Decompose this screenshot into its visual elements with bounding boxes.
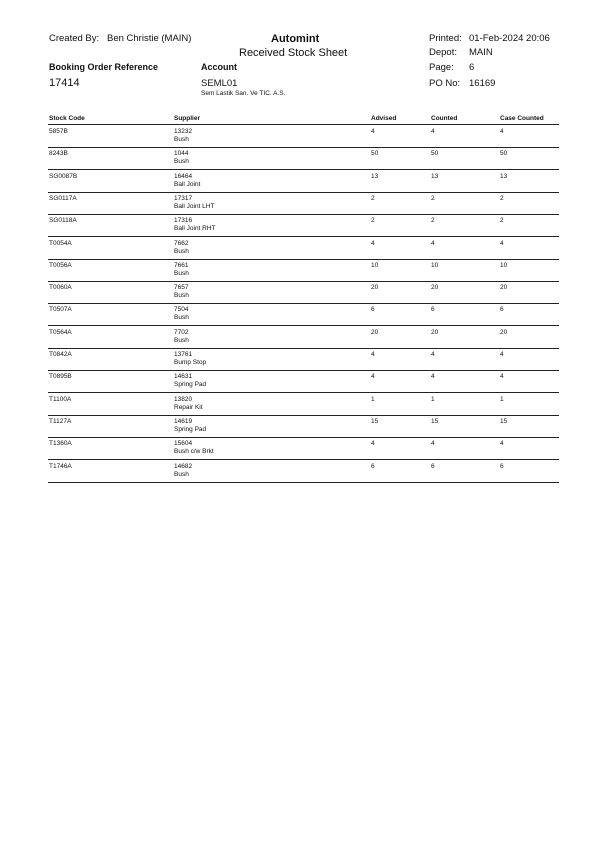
table-row xyxy=(0,238,595,260)
case-counted-cell: 6 xyxy=(500,462,504,470)
stock-code-cell: SG0117A xyxy=(49,194,77,202)
col-header-counted: Counted xyxy=(431,115,458,122)
advised-cell: 1 xyxy=(371,395,375,403)
table-row xyxy=(0,327,595,349)
account-label: Account xyxy=(201,62,237,72)
advised-cell: 50 xyxy=(371,150,379,158)
supplier-code-cell: 14619 xyxy=(174,417,193,425)
table-row xyxy=(0,193,595,215)
counted-cell: 4 xyxy=(431,351,435,358)
supplier-desc-cell: Bump Stop xyxy=(174,359,207,366)
created-by-value: Ben Christie (MAIN) xyxy=(107,33,192,44)
supplier-desc-cell: Ball Joint LHT xyxy=(174,202,215,210)
case-counted-cell: 50 xyxy=(500,150,508,158)
table-row xyxy=(0,171,595,193)
counted-cell: 20 xyxy=(431,284,439,292)
depot-value: MAIN xyxy=(469,47,493,58)
supplier-code-cell: 1044 xyxy=(174,150,189,158)
stock-code-cell: T1127A xyxy=(49,417,72,425)
supplier-desc-cell: Bush xyxy=(174,269,189,277)
stock-code-cell: T0056A xyxy=(49,261,72,269)
po-value: 16169 xyxy=(469,78,496,89)
counted-cell: 6 xyxy=(431,462,435,470)
case-counted-cell: 15 xyxy=(500,417,508,425)
counted-cell: 15 xyxy=(431,417,439,425)
case-counted-cell: 20 xyxy=(500,284,508,292)
col-header-stock-code: Stock Code xyxy=(49,115,85,122)
stock-code-cell: T1100A xyxy=(49,395,72,403)
case-counted-cell: 20 xyxy=(500,328,508,336)
case-counted-cell: 13 xyxy=(500,172,508,180)
advised-cell: 15 xyxy=(371,417,379,425)
counted-cell: 4 xyxy=(431,440,435,448)
stock-code-cell: T0507A xyxy=(49,306,72,314)
created-by-label: Created By: xyxy=(49,33,100,44)
table-row xyxy=(0,438,595,460)
counted-cell: 4 xyxy=(431,373,435,381)
advised-cell: 4 xyxy=(371,440,375,448)
supplier-desc-cell: Spring Pad xyxy=(174,425,207,433)
supplier-desc-cell: Bush xyxy=(174,336,189,344)
supplier-code-cell: 14682 xyxy=(174,462,193,470)
account-code: SEML01 xyxy=(201,78,238,89)
table-row xyxy=(0,461,595,483)
stock-code-cell: SG0118A xyxy=(49,217,77,225)
stock-code-cell: T0564A xyxy=(49,328,72,336)
row-divider xyxy=(48,482,559,483)
stock-code-cell: 5857B xyxy=(49,128,68,135)
stock-code-cell: T0060A xyxy=(49,284,72,292)
supplier-code-cell: 7662 xyxy=(174,239,189,247)
advised-cell: 2 xyxy=(371,217,375,225)
table-row xyxy=(0,349,595,371)
stock-code-cell: T1360A xyxy=(49,440,72,448)
supplier-desc-cell: Bush xyxy=(174,470,189,478)
company-name: Automint xyxy=(271,33,320,45)
table-row xyxy=(0,282,595,304)
table-row xyxy=(0,215,595,237)
stock-code-cell: SG0087B xyxy=(49,172,78,180)
supplier-code-cell: 7702 xyxy=(174,328,189,336)
counted-cell: 13 xyxy=(431,172,439,180)
supplier-desc-cell: Bush c/w Brkt xyxy=(174,448,214,456)
advised-cell: 13 xyxy=(371,172,379,180)
supplier-code-cell: 7504 xyxy=(174,306,189,314)
supplier-code-cell: 15604 xyxy=(174,440,193,448)
advised-cell: 4 xyxy=(371,351,375,358)
advised-cell: 6 xyxy=(371,462,375,470)
page-value: 6 xyxy=(469,62,475,73)
supplier-desc-cell: Bush xyxy=(174,158,189,166)
stock-code-cell: T0054A xyxy=(49,239,72,247)
supplier-desc-cell: Repair Kit xyxy=(174,403,203,411)
advised-cell: 4 xyxy=(371,373,375,381)
table-row xyxy=(0,371,595,393)
supplier-desc-cell: Ball Joint xyxy=(174,180,201,188)
table-row xyxy=(0,416,595,438)
col-header-case-counted: Case Counted xyxy=(500,115,544,122)
sheet-title: Received Stock Sheet xyxy=(239,47,348,59)
case-counted-cell: 4 xyxy=(500,373,504,381)
printed-value: 01-Feb-2024 20:06 xyxy=(469,33,550,44)
case-counted-cell: 4 xyxy=(500,128,504,135)
stock-code-cell: T0842A xyxy=(49,351,72,358)
supplier-code-cell: 14631 xyxy=(174,373,193,381)
table-row xyxy=(0,260,595,282)
table-row xyxy=(0,394,595,416)
account-name: Sem Lastik San. Ve TIC. A.S. xyxy=(201,90,286,97)
supplier-code-cell: 17317 xyxy=(174,194,193,202)
col-header-supplier: Supplier xyxy=(174,115,201,122)
booking-ref-label: Booking Order Reference xyxy=(49,62,159,72)
advised-cell: 4 xyxy=(371,128,375,135)
supplier-code-cell: 13232 xyxy=(174,128,193,135)
stock-code-cell: T1746A xyxy=(49,462,72,470)
supplier-desc-cell: Bush xyxy=(174,136,189,143)
counted-cell: 2 xyxy=(431,217,435,225)
supplier-code-cell: 7661 xyxy=(174,261,189,269)
supplier-desc-cell: Spring Pad xyxy=(174,381,207,389)
supplier-code-cell: 13761 xyxy=(174,351,193,358)
case-counted-cell: 1 xyxy=(500,395,504,403)
advised-cell: 20 xyxy=(371,284,379,292)
supplier-desc-cell: Bush xyxy=(174,247,189,255)
printed-label: Printed: xyxy=(429,33,462,44)
supplier-desc-cell: Bush xyxy=(174,292,189,300)
counted-cell: 10 xyxy=(431,261,439,269)
case-counted-cell: 6 xyxy=(500,306,504,314)
header-rule xyxy=(48,124,559,125)
counted-cell: 4 xyxy=(431,239,435,247)
page-label: Page: xyxy=(429,62,454,73)
case-counted-cell: 4 xyxy=(500,440,504,448)
col-header-advised: Advised xyxy=(371,115,397,122)
advised-cell: 2 xyxy=(371,194,375,202)
case-counted-cell: 4 xyxy=(500,351,504,358)
counted-cell: 1 xyxy=(431,395,435,403)
supplier-desc-cell: Ball Joint RHT xyxy=(174,225,216,233)
table-row xyxy=(0,148,595,170)
supplier-code-cell: 7657 xyxy=(174,284,189,292)
stock-code-cell: T0895B xyxy=(49,373,72,381)
counted-cell: 4 xyxy=(431,128,435,135)
case-counted-cell: 2 xyxy=(500,217,504,225)
counted-cell: 50 xyxy=(431,150,439,158)
counted-cell: 2 xyxy=(431,194,435,202)
supplier-desc-cell: Bush xyxy=(174,314,189,322)
supplier-code-cell: 16464 xyxy=(174,172,193,180)
advised-cell: 4 xyxy=(371,239,375,247)
supplier-code-cell: 13820 xyxy=(174,395,193,403)
counted-cell: 20 xyxy=(431,328,439,336)
case-counted-cell: 10 xyxy=(500,261,508,269)
advised-cell: 20 xyxy=(371,328,379,336)
counted-cell: 6 xyxy=(431,306,435,314)
po-label: PO No: xyxy=(429,78,461,89)
stock-code-cell: 8243B xyxy=(49,150,68,158)
advised-cell: 10 xyxy=(371,261,379,269)
depot-label: Depot: xyxy=(429,47,457,58)
table-row xyxy=(0,304,595,326)
case-counted-cell: 2 xyxy=(500,194,504,202)
booking-ref-value: 17414 xyxy=(49,77,80,89)
supplier-code-cell: 17316 xyxy=(174,217,193,225)
case-counted-cell: 4 xyxy=(500,239,504,247)
table-row xyxy=(0,126,595,148)
advised-cell: 6 xyxy=(371,306,375,314)
